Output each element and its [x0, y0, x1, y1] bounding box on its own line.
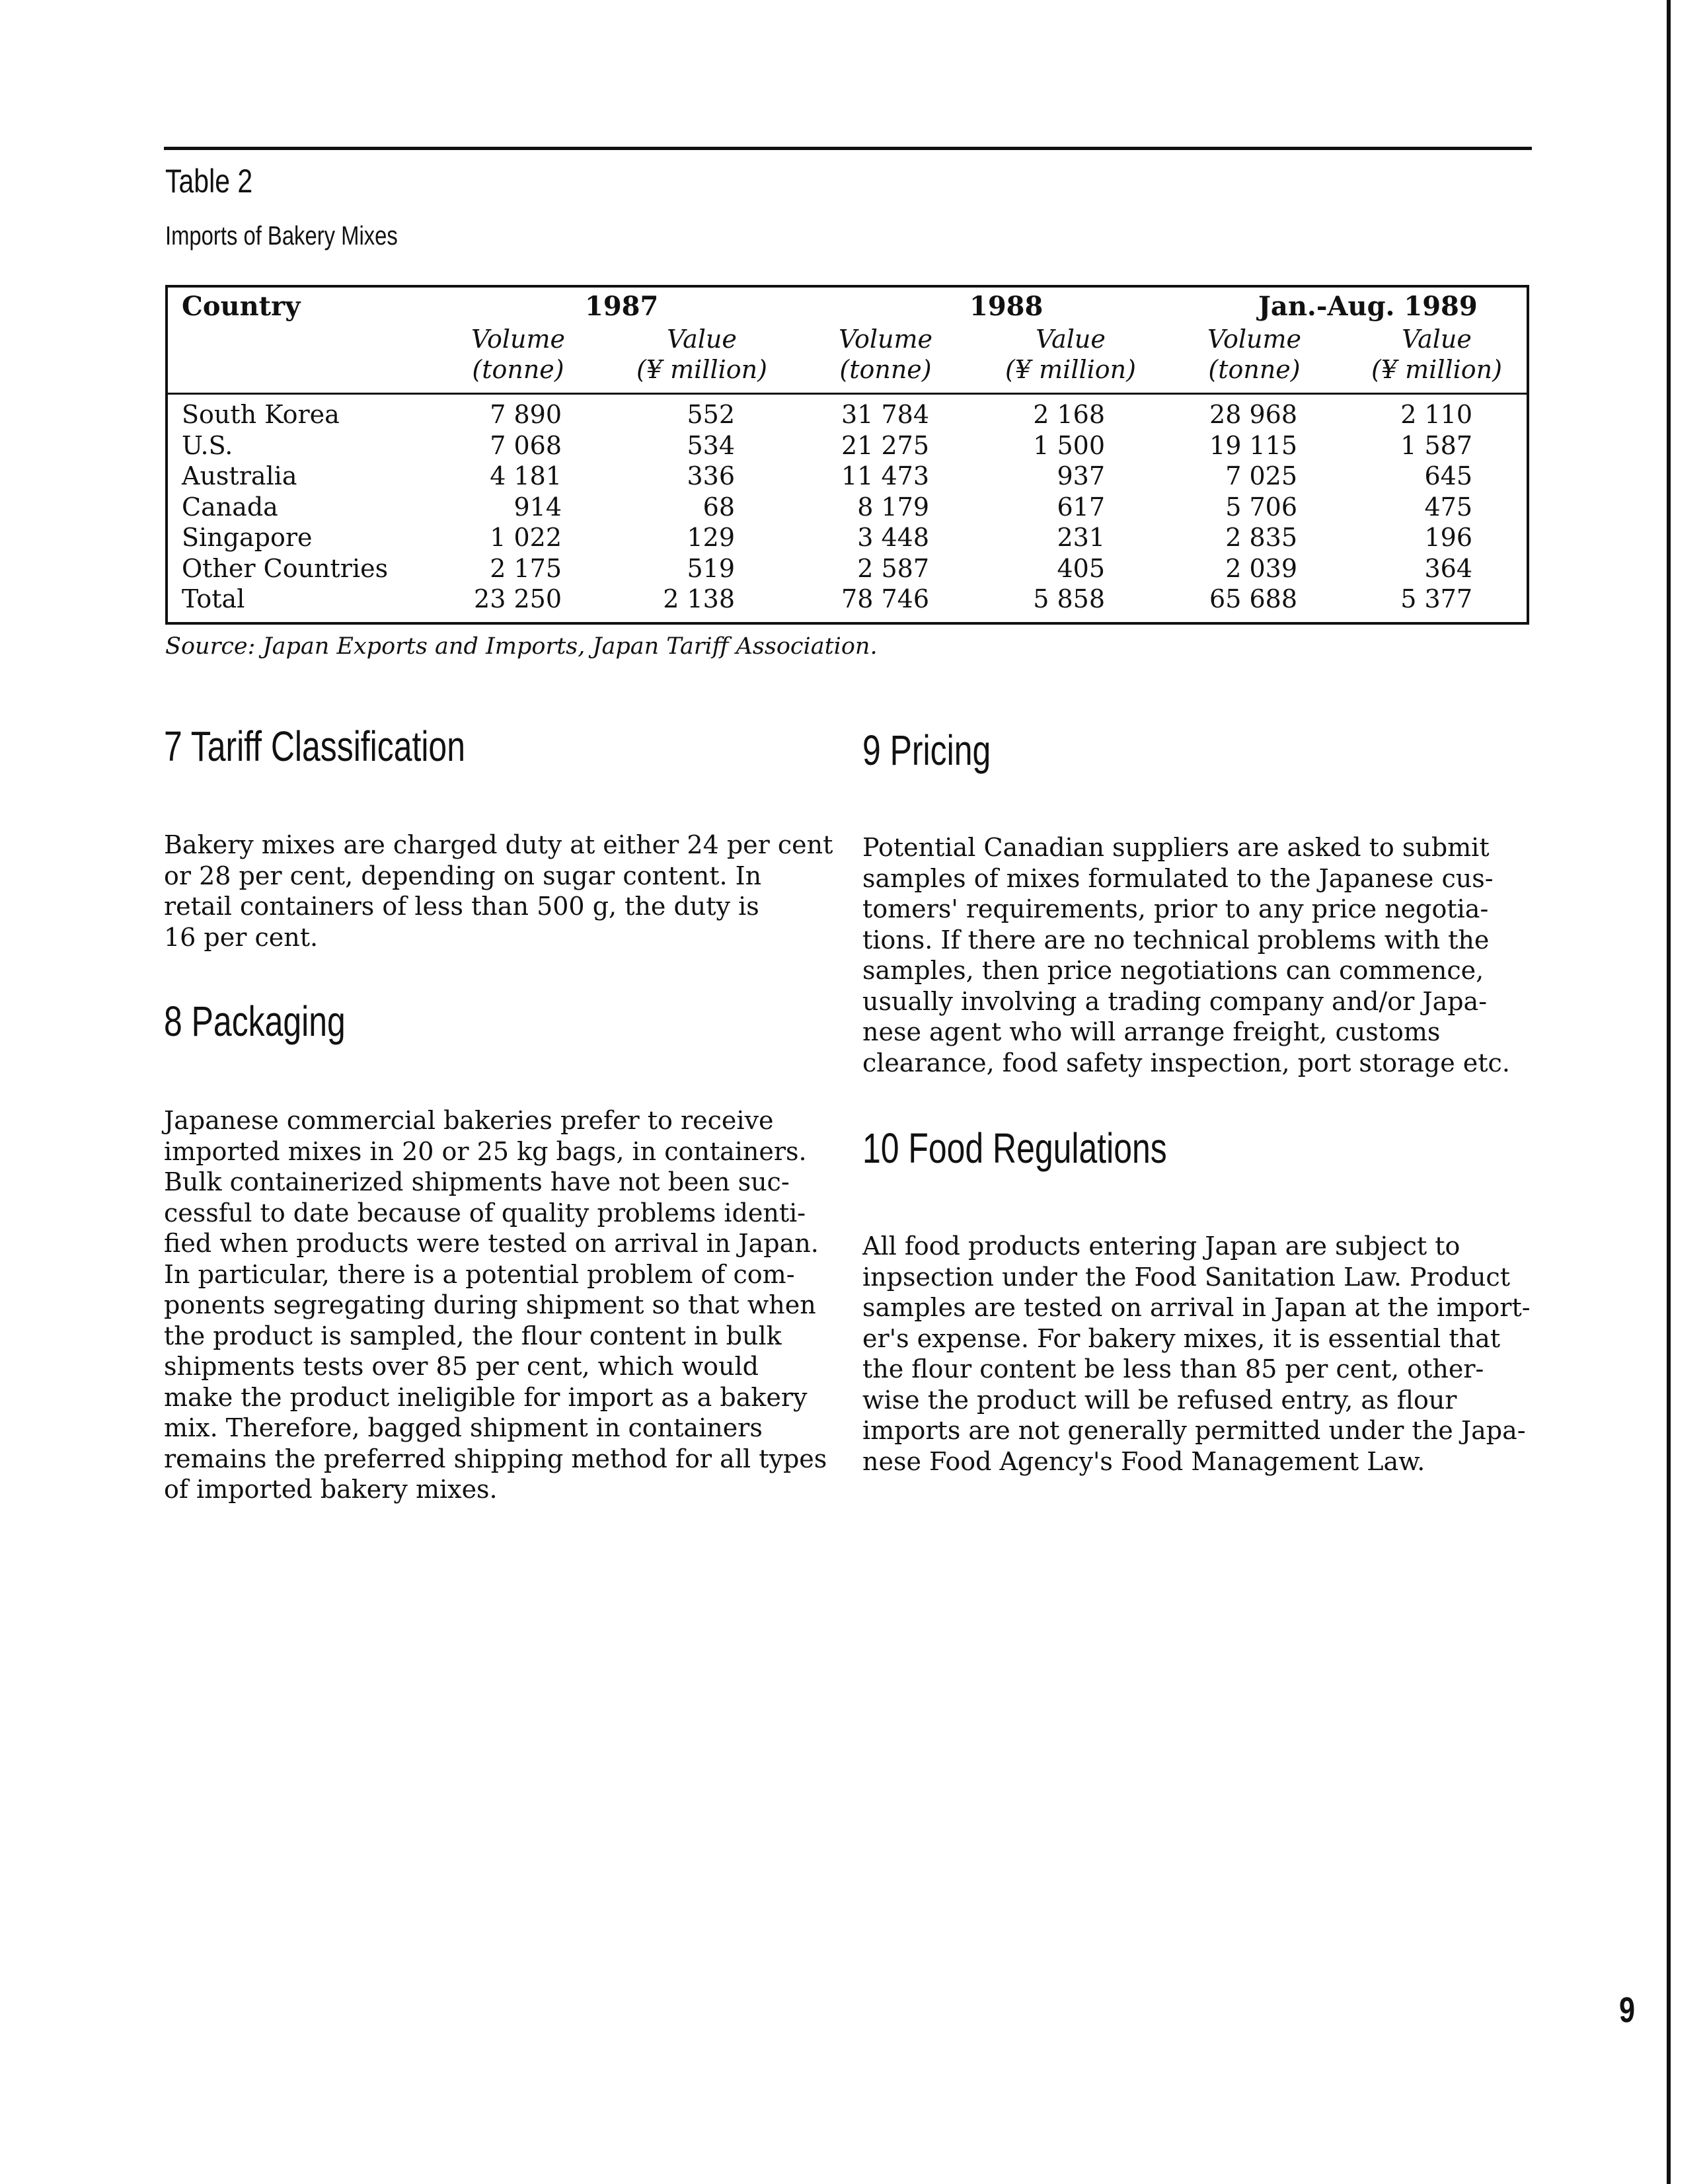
- cell-volume-1988: 78 746: [841, 584, 929, 613]
- cell-volume-1987: 914: [513, 492, 562, 522]
- cell-volume-1987: 23 250: [474, 584, 562, 613]
- cell-volume-1989: 2 039: [1225, 553, 1297, 583]
- cell-value-1989: 5 377: [1400, 584, 1472, 613]
- table-header-separator: [168, 393, 1527, 395]
- paragraph-pricing: Potential Canadian suppliers are asked to submit samples of mixes formulated to the Japanese cus- tomers' requirements, prior to any price negotia- tions. If there are no technical problems with the samples, then price negotiations can commence, usually involving a trading company and/or Japa- nese agent who will arrange freight, customs clearance, food safety inspection, port storage etc.: [862, 833, 1510, 1077]
- table-source: Source: Japan Exports and Imports, Japan Tariff Association.: [165, 633, 878, 660]
- header-period-1988: 1988: [969, 291, 1043, 322]
- header-period-1987: 1987: [585, 291, 659, 322]
- paragraph-packaging: Japanese commercial bakeries prefer to receive imported mixes in 20 or 25 kg bags, in containers. Bulk containerized shipments have not been suc- cessful to date because of quality problems identi- fied when products were tested on arrival in Japan. In particular, there is a potential problem of com- ponents segregating during shipment so that when the product is sampled, the flour content in bulk shipments tests over 85 per cent, which would make the product ineligible for import as a bakery mix. Therefore, bagged shipment in containers remains the preferred shipping method for all types of imported bakery mixes.: [164, 1106, 827, 1504]
- cell-country: Singapore: [182, 523, 313, 552]
- cell-volume-1989: 5 706: [1225, 492, 1297, 522]
- subheader-volume-1988: Volume (tonne): [839, 325, 932, 384]
- cell-value-1987: 336: [687, 461, 735, 490]
- table-row: [182, 523, 1510, 553]
- heading-pricing: 9 Pricing: [862, 726, 991, 774]
- cell-country: U.S.: [182, 430, 233, 460]
- cell-value-1987: 519: [687, 553, 735, 583]
- top-rule: [164, 147, 1532, 150]
- cell-volume-1987: 4 181: [490, 461, 562, 490]
- cell-volume-1987: 2 175: [490, 553, 562, 583]
- cell-value-1988: 617: [1057, 492, 1105, 522]
- cell-volume-1988: 3 448: [857, 523, 929, 552]
- header-country: Country: [182, 291, 301, 322]
- paragraph-tariff-classification: Bakery mixes are charged duty at either 24 per cent or 28 per cent, depending on sugar content. In retail containers of less than 500 g, the duty is 16 per cent.: [164, 830, 833, 952]
- cell-value-1987: 2 138: [663, 584, 735, 613]
- table-label: Table 2: [165, 163, 253, 200]
- table-row: [182, 431, 1510, 461]
- cell-volume-1989: 19 115: [1209, 430, 1297, 460]
- cell-value-1989: 364: [1424, 553, 1472, 583]
- cell-value-1989: 1 587: [1400, 430, 1472, 460]
- cell-value-1987: 68: [702, 492, 735, 522]
- cell-country: Total: [182, 584, 245, 613]
- cell-country: South Korea: [182, 400, 340, 429]
- cell-value-1989: 645: [1424, 461, 1472, 490]
- subheader-value-1989: Value (¥ million): [1371, 325, 1502, 384]
- heading-packaging: 8 Packaging: [164, 997, 346, 1045]
- table-row: [182, 554, 1510, 584]
- cell-value-1987: 534: [687, 430, 735, 460]
- cell-value-1987: 129: [687, 523, 735, 552]
- cell-volume-1989: 28 968: [1209, 400, 1297, 429]
- cell-volume-1989: 65 688: [1209, 584, 1297, 613]
- subheader-value-1988: Value (¥ million): [1005, 325, 1136, 384]
- cell-country: Canada: [182, 492, 278, 522]
- cell-value-1988: 2 168: [1033, 400, 1105, 429]
- page-number: 9: [1619, 1990, 1636, 2030]
- cell-country: Australia: [182, 461, 297, 490]
- cell-volume-1989: 2 835: [1225, 523, 1297, 552]
- subheader-volume-1989: Volume (tonne): [1207, 325, 1301, 384]
- cell-volume-1989: 7 025: [1225, 461, 1297, 490]
- cell-volume-1988: 31 784: [841, 400, 929, 429]
- cell-value-1989: 475: [1424, 492, 1472, 522]
- cell-volume-1987: 7 890: [490, 400, 562, 429]
- page-edge-rule: [1667, 0, 1671, 2184]
- table-row: [182, 461, 1510, 492]
- cell-value-1988: 937: [1057, 461, 1105, 490]
- cell-value-1988: 5 858: [1033, 584, 1105, 613]
- cell-volume-1988: 2 587: [857, 553, 929, 583]
- cell-volume-1988: 11 473: [841, 461, 929, 490]
- subheader-value-1987: Value (¥ million): [636, 325, 767, 384]
- table-caption: Imports of Bakery Mixes: [165, 221, 398, 251]
- cell-value-1988: 231: [1057, 523, 1105, 552]
- heading-food-regulations: 10 Food Regulations: [862, 1124, 1167, 1172]
- cell-value-1989: 196: [1424, 523, 1472, 552]
- cell-value-1989: 2 110: [1400, 400, 1472, 429]
- cell-value-1988: 405: [1057, 553, 1105, 583]
- cell-volume-1988: 21 275: [841, 430, 929, 460]
- cell-value-1988: 1 500: [1033, 430, 1105, 460]
- subheader-volume-1987: Volume (tonne): [471, 325, 565, 384]
- table-row: [182, 400, 1510, 430]
- header-period-1989: Jan.-Aug. 1989: [1258, 291, 1478, 322]
- heading-tariff-classification: 7 Tariff Classification: [164, 722, 465, 770]
- paragraph-food-regulations: All food products entering Japan are subject to inpsection under the Food Sanitation Law. Product samples are tested on arrival in Japan at the import- er's expense. For bakery mixes, it is essential that the flour content be less than 85 per cent, other- wise the product will be refused entry, as flour imports are not generally permitted under the Japa- nese Food Agency's Food Management Law.: [862, 1231, 1531, 1476]
- cell-volume-1987: 7 068: [490, 430, 562, 460]
- cell-value-1987: 552: [687, 400, 735, 429]
- cell-volume-1988: 8 179: [857, 492, 929, 522]
- cell-volume-1987: 1 022: [490, 523, 562, 552]
- table-row: [182, 584, 1510, 615]
- table-row: [182, 492, 1510, 523]
- cell-country: Other Countries: [182, 553, 389, 583]
